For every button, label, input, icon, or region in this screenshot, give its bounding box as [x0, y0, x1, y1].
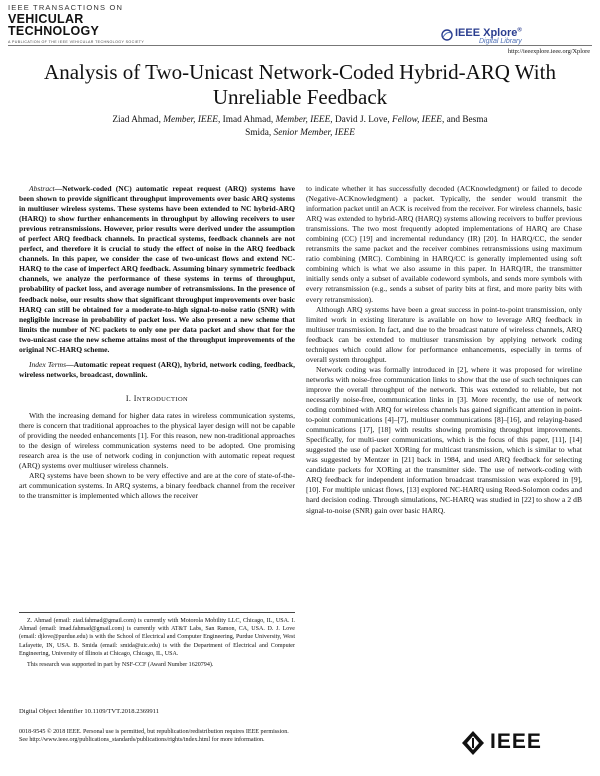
index-terms-text: —Automatic repeat request (ARQ), hybrid, network coding, feedback, wireless networks, broadcast, downlink. [19, 359, 295, 379]
journal-title-line1: VEHICULAR [8, 12, 84, 26]
footnote-funding: This research was supported in part by NSF-CCF (Award Number 1620794). [27, 662, 214, 669]
section-initial: I [133, 393, 137, 403]
journal-title [8, 13, 99, 37]
ieee-logo [462, 730, 592, 758]
intro-paragraph-2: ARQ systems have been shown to be very effective and are at the core of state-of-the-art communication systems. In ARQ systems, a binary feedback channel from the receiver to the transmitter is implemented which allows the receiver [19, 471, 295, 501]
xplore-globe-icon [441, 27, 453, 43]
abstract-label: Abstract [29, 184, 55, 193]
right-paragraph-3: Network coding was formally introduced in [2], where it was proposed for wireline networks with noise-free communication links to show that the use of such techniques can improve the overall throughput of the network. This was extended to reliable, but not necessarily noise-free, communication links in [3]. More recently, the use of network coding combined with ARQ for wireless channels has gained significant attention in point-to-point communications [4]–[7], multiuser communications [8]–[16], and relaying-based communications [17], [18] with results showing promising throughput improvements. Specifically, for multi-user communications, which is the focus of this paper, [11], [14] suggested the use of packet XORing for multicast transmission, which is similar to what was suggested by Mentzer in [21] back in 1984, and used ARQ feedback for selecting candidate packets for XORing at the transmitter side. The use of network-coding with ARQ feedback for independent information broadcast transmission was explored in [9], [10]. For multiple unicast flows, [13] explored NC-HARQ using Reed-Solomon codes and hard decision coding. Through simulations, NC-HARQ was studied in [22] to show a 2 dB signal-to-noise (SNR) gain over basic HARQ. [306, 364, 582, 515]
copyright-notice [19, 728, 439, 745]
section-number: I. [125, 393, 132, 403]
ieee-logo-text: IEEE [490, 730, 542, 753]
copyright-line-1: 0018-9545 © 2018 IEEE. Personal use is permitted, but republication/redistribution requires IEEE permission. [19, 729, 289, 735]
doi-line: Digital Object Identifier 10.1109/TVT.2018.2369911 [19, 708, 160, 715]
intro-paragraph-1: With the increasing demand for higher data rates in wireless communication systems, there is concern that traditional approaches to the physical layer design will not be capable of providing the needed enhancements [1]. For this reason, new non-traditional approaches to the design of wireless communication systems need to be adopted. One promising research area is the use of network coding in conjunction with automatic repeat request (ARQ) systems over multiuser wireless channels. [19, 410, 295, 471]
left-column [19, 184, 295, 501]
journal-publisher-note: A PUBLICATION OF THE IEEE VEHICULAR TECHNOLOGY SOCIETY [8, 40, 145, 44]
right-paragraph-1: to indicate whether it has successfully decoded (ACKnowledgment) or failed to decode (Negative-ACKnowledgment) a packet. Typically, the sender would transmit the information packet until an ACK is received from the receiver. For wireless channels, basic ARQ was extended to hybrid-ARQ (HARQ) systems allowing receivers to buffer previous transmissions. The two most frequently adopted implementations of HARQ are Chase combining (CC) [19] and incremental redundancy (IR) [20]. In HARQ/CC, the sender retransmits the same packet and the receiver combines retransmissions using maximum ratio combining (MRC). Combining in HARQ/CC is generally implemented using soft combining which is what we also assume in this paper. In HARQ/IR, the transmitter initially sends only a subset of available codeword symbols, and sends more symbols with every retransmission (e.g., sends a subset of parity bits at first, and more parity bits with every retransmission). [306, 184, 582, 304]
xplore-logo: IEEE Xplore® Digital Library [455, 27, 575, 45]
journal-title-line2: TECHNOLOGY [8, 24, 100, 38]
footnote-affiliations: Z. Ahmad (email: ziad.fahmad@gmail.com) is currently with Motorola Mobility LLC, Chicago, IL, USA. I. Ahmad (email: imad.fahmad@gmail.com) is currently with AT&T Labs, San Ramon, CA, USA. D. J. Love (email: djlove@purdue.edu) is with the School of Electrical and Computer Engineering, Purdue University, West Lafayette, IN, USA. B. Smida (email: smida@uic.edu) is with the Department of Electrical and Computer Engineering, University of Illinois at Chicago, Chicago, IL, USA. [19, 618, 295, 657]
footnotes [19, 617, 295, 672]
abstract [19, 184, 295, 355]
xplore-subtitle: Digital Library [479, 38, 522, 45]
author-list [70, 114, 530, 140]
xplore-brand: IEEE Xplore [455, 27, 518, 39]
footnote-divider [19, 612, 295, 613]
right-paragraph-2: Although ARQ systems have been a great success in point-to-point transmission, only limited work in existing literature is available on how to leverage ARQ feedback in multiuser transmission. In fact, and due to the broadcast nature of wireless channels, ARQ feedback can be extended to multiuser transmission by applying network coding techniques which could allow for performance enhancements, especially in terms of overall system throughput. [306, 304, 582, 364]
index-terms [19, 360, 295, 380]
section-heading-introduction [19, 394, 295, 405]
index-terms-label: Index Terms [29, 359, 67, 369]
journal-series-label: IEEE TRANSACTIONS ON [8, 3, 124, 12]
author-title: Member, IEEE [163, 115, 218, 125]
author-title: Member, IEEE [275, 115, 331, 125]
right-column [306, 184, 582, 516]
paper-title: Analysis of Two-Unicast Network-Coded Hybrid-ARQ With Unreliable Feedback [44, 60, 556, 109]
header-divider [8, 45, 592, 46]
section-title-rest: NTRODUCTION [136, 395, 189, 403]
copyright-line-2: See http://www.ieee.org/publications_standards/publications/rights/index.html for more information. [19, 737, 265, 744]
author-line-2: Smida, Senior Member, IEEE [245, 128, 355, 138]
author-title: Fellow, IEEE [392, 115, 442, 125]
abstract-text: —Network-coded (NC) automatic repeat request (ARQ) systems have been shown to provide significant throughput improvements over basic ARQ systems in multiuser wireless systems. These systems have been extended to NC hybrid-ARQ (HARQ) to show further enhancements in throughput by allowing receivers to user previous retransmissions. However, prior results were derived under the assumption of perfect ARQ feedback channels. In practical systems, feedback channels are not perfect, and therefore it is crucial to study the effect of noise in the ARQ feedback channels. In this paper, we consider the case of two-unicast flows and extend NC-HARQ to the case of imperfect ARQ feedback. Assuming binary symmetric feedback channels, we analyze the performance of these systems in terms of throughput, probability of packet loss, and average number of retransmissions. In the presence of feedback noise, our results show that significant throughput improvements over basic HARQ can still be obtained for a moderate-to-high signal-to-noise ratio (SNR) with negligible increase in probability of packet loss. We also present a new scheme that limits the number of NC packets to only one per data packet and show that for the two-unicast case the new scheme attains most of the throughput improvements of the original NC-HARQ scheme. [19, 184, 295, 354]
author-title: Senior Member, IEEE [273, 128, 355, 138]
author-line-1: Ziad Ahmad, Member, IEEE, Imad Ahmad, Member, IEEE, David J. Love, Fellow, IEEE, and Besma [112, 115, 488, 125]
xplore-url[interactable]: http://ieeexplore.ieee.org/Xplore [507, 48, 590, 55]
ieee-diamond-icon [462, 731, 484, 755]
